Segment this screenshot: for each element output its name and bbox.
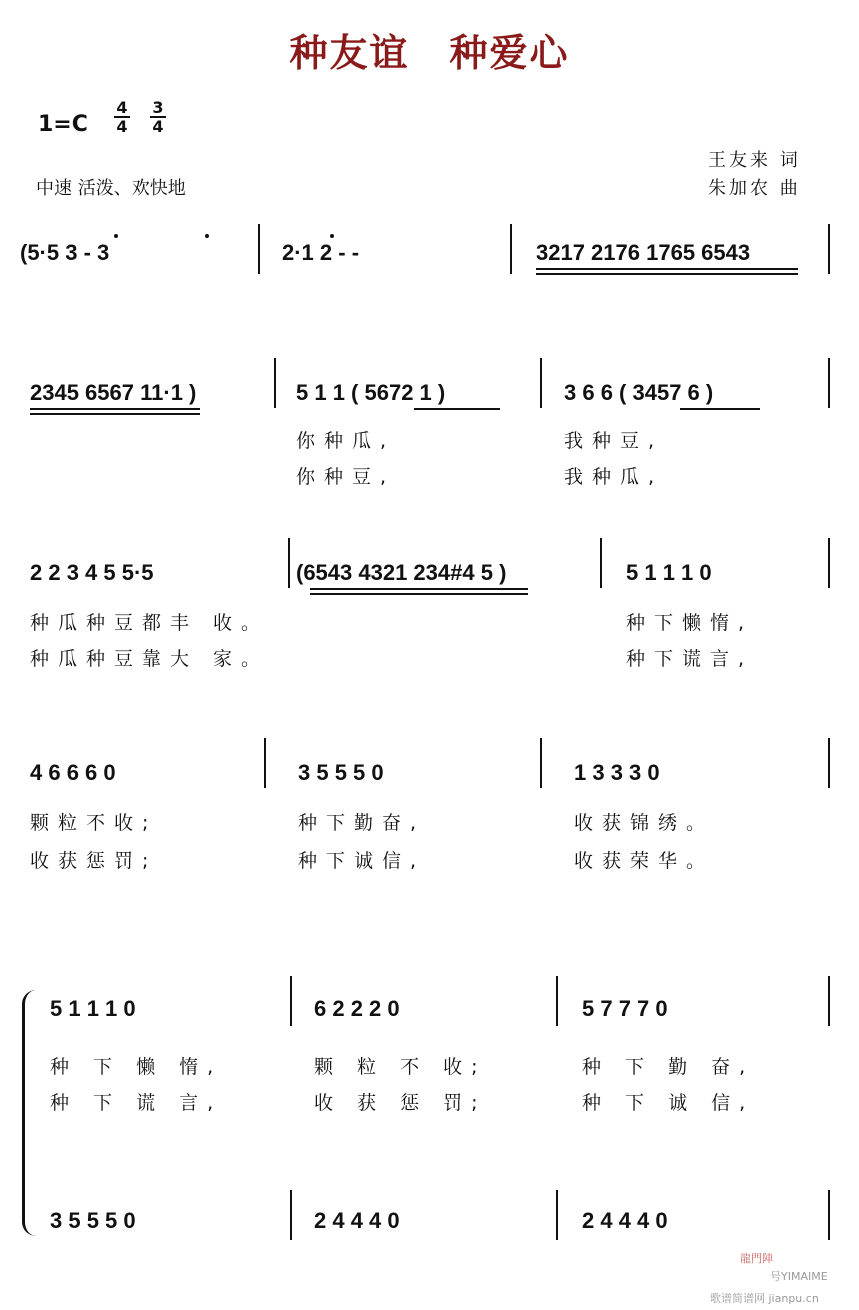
measure-1: 2 2 3 4 5 5·5 xyxy=(30,560,154,585)
lyric-verse-2: 种瓜种豆靠大 家。 xyxy=(30,648,270,670)
watermark-site: 歌谱简谱网 jianpu.cn xyxy=(710,1292,819,1305)
bar-line xyxy=(290,976,292,1026)
beam-underline xyxy=(414,408,500,410)
bar-line xyxy=(600,538,602,588)
measure-3: 5 1 1 1 0 xyxy=(626,560,712,585)
measure-3: 3217 2176 1765 6543 xyxy=(536,240,751,265)
bar-line xyxy=(828,976,830,1026)
measure-2: (6543 4321 234#4 5 ) xyxy=(296,560,507,585)
bar-line xyxy=(258,224,260,274)
beam-underline xyxy=(536,268,798,270)
bar-line xyxy=(274,358,276,408)
measure-3: 3 6 6 ( 3457 6 ) xyxy=(564,380,714,405)
lyric-verse-1: 颗 粒 不 收; xyxy=(314,1056,487,1078)
time-signature-4-4 xyxy=(114,100,130,134)
lyric-verse-2: 我种瓜, xyxy=(564,466,664,488)
measure-2: 2·1 2 - - xyxy=(282,240,360,265)
lyric-verse-2: 种 下 谎 言, xyxy=(50,1092,223,1114)
lyric-verse-1: 我种豆, xyxy=(564,430,664,452)
measure-2: 3 5 5 5 0 xyxy=(298,760,384,785)
bar-line xyxy=(828,738,830,788)
beam-underline xyxy=(30,413,200,415)
composer-credit: 朱加农 曲 xyxy=(708,178,801,199)
lyric-verse-1: 颗粒不收; xyxy=(30,812,158,834)
beam-underline xyxy=(310,588,528,590)
measure-3: 5 7 7 7 0 xyxy=(582,996,668,1021)
bar-line xyxy=(828,1190,830,1240)
bar-line xyxy=(828,358,830,408)
song-title: 种友谊 种爱心 xyxy=(289,31,570,75)
time-sig-bottom: 4 xyxy=(152,117,164,136)
bar-line xyxy=(556,1190,558,1240)
measure-1: 3 5 5 5 0 xyxy=(50,1208,136,1233)
measure-2: 6 2 2 2 0 xyxy=(314,996,400,1021)
bar-line xyxy=(556,976,558,1026)
lyric-verse-1: 种 下 懒 惰, xyxy=(50,1056,223,1078)
measure-1: 4 6 6 6 0 xyxy=(30,760,116,785)
system-brace xyxy=(22,990,45,1236)
time-signature-3-4 xyxy=(150,100,166,134)
tempo-marking: 中速 活泼、欢快地 xyxy=(36,178,186,199)
lyric-verse-2: 收获惩罚; xyxy=(30,850,158,872)
lyric-verse-2: 收 获 惩 罚; xyxy=(314,1092,487,1114)
lyric-verse-2: 种下谎言, xyxy=(626,648,754,670)
beam-underline xyxy=(680,408,760,410)
measure-2: 5 1 1 ( 5672 1 ) xyxy=(296,380,446,405)
time-sig-top: 3 xyxy=(152,98,164,117)
beam-underline xyxy=(536,273,798,275)
bar-line xyxy=(828,538,830,588)
lyric-verse-2: 种 下 诚 信, xyxy=(582,1092,755,1114)
bar-line xyxy=(264,738,266,788)
lyricist-credit: 王友来 词 xyxy=(708,150,801,171)
measure-1: 2345 6567 11·1 ) xyxy=(30,380,197,405)
lyric-verse-2: 你种豆, xyxy=(296,466,396,488)
bar-line xyxy=(540,738,542,788)
measure-2: 2 4 4 4 0 xyxy=(314,1208,400,1233)
time-sig-top: 4 xyxy=(116,98,128,117)
lyric-verse-1: 种 下 勤 奋, xyxy=(582,1056,755,1078)
measure-3: 1 3 3 3 0 xyxy=(574,760,660,785)
beam-underline xyxy=(30,408,200,410)
lyric-verse-2: 种下诚信, xyxy=(298,850,426,872)
beam-underline xyxy=(310,593,528,595)
measure-1: (5·5 3 - 3 xyxy=(20,240,110,265)
bar-line xyxy=(510,224,512,274)
octave-dot xyxy=(330,234,334,238)
octave-dot xyxy=(114,234,118,238)
bar-line xyxy=(290,1190,292,1240)
bar-line xyxy=(288,538,290,588)
lyric-verse-1: 种下勤奋, xyxy=(298,812,426,834)
lyric-verse-1: 种瓜种豆都丰 收。 xyxy=(30,612,270,634)
measure-3: 2 4 4 4 0 xyxy=(582,1208,668,1233)
bar-line xyxy=(828,224,830,274)
watermark-text: 号YIMAIME xyxy=(770,1270,828,1283)
octave-dot xyxy=(205,234,209,238)
bar-line xyxy=(540,358,542,408)
key-signature: 1=C xyxy=(38,112,88,137)
lyric-verse-1: 收获锦绣。 xyxy=(574,812,715,834)
watermark-logo: 龍門陣 xyxy=(740,1252,773,1265)
lyric-verse-2: 收获荣华。 xyxy=(574,850,715,872)
time-sig-bottom: 4 xyxy=(116,117,128,136)
lyric-verse-1: 你种瓜, xyxy=(296,430,396,452)
measure-1: 5 1 1 1 0 xyxy=(50,996,136,1021)
lyric-verse-1: 种下懒惰, xyxy=(626,612,754,634)
